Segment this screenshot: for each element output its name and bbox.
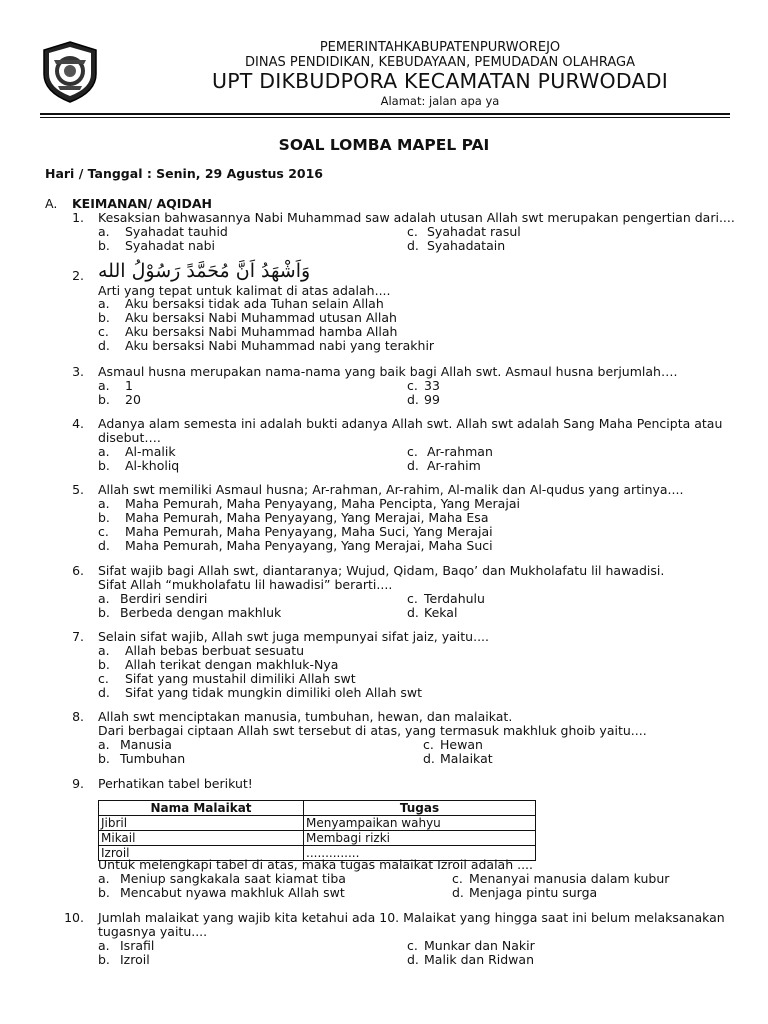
office-name: UPT DIKBUDPORA KECAMATAN PURWODADI xyxy=(212,69,668,93)
option-text: Manusia xyxy=(120,737,172,752)
government-line: PEMERINTAHKABUPATENPURWOREJO xyxy=(319,40,561,55)
question-number: 10. xyxy=(64,910,84,925)
header-divider-thick xyxy=(40,113,730,115)
option-letter: a. xyxy=(98,378,110,393)
option-letter: b. xyxy=(98,238,110,253)
question-text: Sifat wajib bagi Allah swt, diantaranya; Wujud, Qidam, Baqo’ dan Mukholafatu lil hawadisi. xyxy=(98,563,665,578)
option-letter: c. xyxy=(407,591,418,606)
option-text: Sifat yang tidak mungkin dimiliki oleh Allah swt xyxy=(125,685,423,700)
question-text: Allah swt memiliki Asmaul husna; Ar-rahman, Ar-rahim, Al-malik dan Al-qudus yang artinya.... xyxy=(98,482,684,497)
option-letter: d. xyxy=(423,751,435,766)
table-cell: Menyampaikan wahyu xyxy=(304,816,536,831)
option-text: Maha Pemurah, Maha Penyayang, Yang Merajai, Maha Suci xyxy=(125,538,493,553)
option-letter: c. xyxy=(452,871,463,886)
angels-duties-table xyxy=(98,800,536,861)
section-title: KEIMANAN/ AQIDAH xyxy=(72,196,212,211)
option-letter: c. xyxy=(98,524,109,539)
table-row xyxy=(99,831,536,846)
question-text: Arti yang tepat untuk kalimat di atas adalah.... xyxy=(98,283,391,298)
option-letter: d. xyxy=(98,338,110,353)
option-letter: c. xyxy=(407,378,418,393)
option-text: Maha Pemurah, Maha Penyayang, Yang Merajai, Maha Esa xyxy=(125,510,489,525)
question-number: 1. xyxy=(72,210,84,225)
option-letter: d. xyxy=(407,952,419,967)
option-text: Tumbuhan xyxy=(120,751,186,766)
header-divider-thin xyxy=(40,117,730,118)
option-text: 1 xyxy=(125,378,133,393)
option-text: 20 xyxy=(125,392,141,407)
option-text: Malaikat xyxy=(440,751,493,766)
question-number: 4. xyxy=(72,416,84,431)
option-text: 99 xyxy=(424,392,440,407)
question-number: 7. xyxy=(72,629,84,644)
option-letter: d. xyxy=(452,885,464,900)
option-letter: b. xyxy=(98,458,110,473)
question-text: Allah swt menciptakan manusia, tumbuhan, hewan, dan malaikat. xyxy=(98,709,513,724)
option-text: Aku bersaksi Nabi Muhammad hamba Allah xyxy=(125,324,398,339)
option-letter: d. xyxy=(407,238,419,253)
table-cell: Izroil xyxy=(99,846,304,861)
table-header: Nama Malaikat xyxy=(99,801,304,816)
option-text: Menjaga pintu surga xyxy=(469,885,598,900)
section-letter: A. xyxy=(45,196,58,211)
address-line: Alamat: jalan apa ya xyxy=(380,94,500,108)
table-cell: Mikail xyxy=(99,831,304,846)
question-number: 2. xyxy=(72,268,84,283)
option-text: Izroil xyxy=(120,952,150,967)
option-text: Munkar dan Nakir xyxy=(424,938,535,953)
question-text: Selain sifat wajib, Allah swt juga mempunyai sifat jaiz, yaitu.... xyxy=(98,629,489,644)
option-letter: a. xyxy=(98,296,110,311)
option-letter: d. xyxy=(98,538,110,553)
option-text: Al-malik xyxy=(125,444,176,459)
option-letter: b. xyxy=(98,310,110,325)
option-text: Menanyai manusia dalam kubur xyxy=(469,871,670,886)
option-text: Al-kholiq xyxy=(125,458,180,473)
option-letter: a. xyxy=(98,224,110,239)
option-letter: d. xyxy=(407,392,419,407)
option-letter: d. xyxy=(407,458,419,473)
option-text: Sifat yang mustahil dimiliki Allah swt xyxy=(125,671,356,686)
question-text: Perhatikan tabel berikut! xyxy=(98,776,253,791)
table-header: Tugas xyxy=(304,801,536,816)
table-row xyxy=(99,816,536,831)
option-letter: b. xyxy=(98,657,110,672)
option-letter: a. xyxy=(98,737,110,752)
option-letter: c. xyxy=(407,938,418,953)
option-letter: b. xyxy=(98,885,110,900)
option-letter: d. xyxy=(407,605,419,620)
option-letter: a. xyxy=(98,643,110,658)
option-text: Ar-rahman xyxy=(427,444,493,459)
option-text: Syahadat rasul xyxy=(427,224,521,239)
question-number: 5. xyxy=(72,482,84,497)
option-letter: a. xyxy=(98,938,110,953)
table-cell: Membagi rizki xyxy=(304,831,536,846)
option-letter: a. xyxy=(98,591,110,606)
question-number: 3. xyxy=(72,364,84,379)
option-text: Ar-rahim xyxy=(427,458,481,473)
option-text: Mencabut nyawa makhluk Allah swt xyxy=(120,885,345,900)
option-text: Aku bersaksi Nabi Muhammad nabi yang terakhir xyxy=(125,338,435,353)
question-text: Jumlah malaikat yang wajib kita ketahui ada 10. Malaikat yang hingga saat ini belum melaksanakan xyxy=(98,910,725,925)
question-number: 9. xyxy=(72,776,84,791)
option-text: Berdiri sendiri xyxy=(120,591,208,606)
question-text: Asmaul husna merupakan nama-nama yang baik bagi Allah swt. Asmaul husna berjumlah…. xyxy=(98,364,678,379)
page-title: SOAL LOMBA MAPEL PAI xyxy=(278,136,490,154)
option-letter: c. xyxy=(407,224,418,239)
option-letter: b. xyxy=(98,751,110,766)
option-text: Syahadat nabi xyxy=(125,238,216,253)
option-letter: c. xyxy=(423,737,434,752)
regency-emblem-logo xyxy=(40,40,100,104)
arabic-shahada-text: وَاَشْهَدُ اَنَّ مُحَمَّدً رَسُوْلُ الله xyxy=(98,260,311,282)
option-text: Syahadat tauhid xyxy=(125,224,228,239)
option-text: Kekal xyxy=(424,605,458,620)
question-text: Untuk melengkapi tabel di atas, maka tugas malaikat Izroil adalah .... xyxy=(98,857,533,872)
option-letter: a. xyxy=(98,444,110,459)
option-text: Maha Pemurah, Maha Penyayang, Maha Pencipta, Yang Merajai xyxy=(125,496,520,511)
option-text: 33 xyxy=(424,378,440,393)
option-text: Terdahulu xyxy=(424,591,485,606)
option-letter: a. xyxy=(98,871,110,886)
option-text: Syahadatain xyxy=(427,238,506,253)
question-text: tugasnya yaitu.... xyxy=(98,924,208,939)
option-letter: b. xyxy=(98,392,110,407)
option-letter: c. xyxy=(98,324,109,339)
table-header-row xyxy=(99,801,536,816)
question-number: 6. xyxy=(72,563,84,578)
question-text: disebut…. xyxy=(98,430,161,445)
option-letter: a. xyxy=(98,496,110,511)
option-text: Hewan xyxy=(440,737,483,752)
option-text: Allah bebas berbuat sesuatu xyxy=(125,643,305,658)
table-cell: Jibril xyxy=(99,816,304,831)
option-letter: b. xyxy=(98,510,110,525)
option-letter: b. xyxy=(98,605,110,620)
option-letter: b. xyxy=(98,952,110,967)
option-text: Aku bersaksi Nabi Muhammad utusan Allah xyxy=(125,310,397,325)
option-letter: d. xyxy=(98,685,110,700)
option-text: Aku bersaksi tidak ada Tuhan selain Allah xyxy=(125,296,384,311)
question-text: Sifat Allah “mukholafatu lil hawadisi” berarti.... xyxy=(98,577,393,592)
option-letter: c. xyxy=(407,444,418,459)
question-text: Dari berbagai ciptaan Allah swt tersebut di atas, yang termasuk makhluk ghoib yaitu.... xyxy=(98,723,647,738)
date-line: Hari / Tanggal : Senin, 29 Agustus 2016 xyxy=(45,166,324,181)
option-letter: c. xyxy=(98,671,109,686)
question-text: Kesaksian bahwasannya Nabi Muhammad saw adalah utusan Allah swt merupakan pengertian dari.... xyxy=(98,210,735,225)
agency-line: DINAS PENDIDIKAN, KEBUDAYAAN, PEMUDADAN OLAHRAGA xyxy=(245,55,635,70)
option-text: Malik dan Ridwan xyxy=(424,952,534,967)
question-number: 8. xyxy=(72,709,84,724)
table-cell: .............. xyxy=(304,846,536,861)
option-text: Israfil xyxy=(120,938,155,953)
option-text: Berbeda dengan makhluk xyxy=(120,605,282,620)
question-text: Adanya alam semesta ini adalah bukti adanya Allah swt. Allah swt adalah Sang Maha Pencipta atau xyxy=(98,416,723,431)
option-text: Maha Pemurah, Maha Penyayang, Maha Suci, Yang Merajai xyxy=(125,524,493,539)
option-text: Meniup sangkakala saat kiamat tiba xyxy=(120,871,346,886)
option-text: Allah terikat dengan makhluk-Nya xyxy=(125,657,339,672)
